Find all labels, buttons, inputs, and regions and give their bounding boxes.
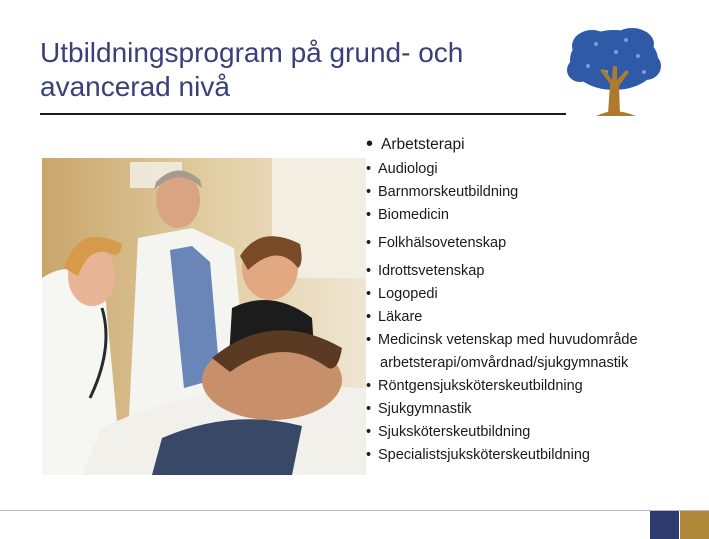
list-item <box>366 444 638 467</box>
tree-logo-icon <box>566 26 662 118</box>
medical-team-photo <box>42 158 366 475</box>
bullet-icon: • <box>366 184 372 200</box>
bullet-icon: • <box>366 207 372 223</box>
program-name: Biomedicin <box>378 207 449 223</box>
program-name: Idrottsvetenskap <box>378 263 485 279</box>
program-name: Audiologi <box>378 161 438 177</box>
program-name: Folkhälsovetenskap <box>378 235 507 251</box>
list-item <box>366 375 638 398</box>
footer-accent-blue <box>650 511 679 539</box>
footer-rule <box>0 510 709 511</box>
program-name: Barnmorskeutbildning <box>378 184 519 200</box>
list-item <box>366 232 638 255</box>
footer-accent-gold <box>680 511 709 539</box>
bullet-icon: • <box>366 161 372 177</box>
program-name: Sjukgymnastik <box>378 401 472 417</box>
program-name: Logopedi <box>378 286 438 302</box>
bullet-icon: • <box>366 332 372 348</box>
list-item <box>366 158 638 181</box>
slide-title: Utbildningsprogram på grund- och avancerad nivå <box>40 37 464 102</box>
list-item <box>366 306 638 329</box>
program-name: Medicinsk vetenskap med huvudområde <box>378 332 638 348</box>
list-item <box>366 204 638 227</box>
bullet-icon: • <box>366 401 372 417</box>
program-name-continuation: arbetsterapi/omvårdnad/sjukgymnastik <box>380 355 629 371</box>
program-name: Röntgensjuksköterskeutbildning <box>378 378 583 394</box>
list-item <box>366 260 638 283</box>
list-item <box>366 421 638 444</box>
program-name: Arbetsterapi <box>381 136 465 153</box>
list-item <box>366 181 638 204</box>
bullet-icon: • <box>366 286 372 302</box>
bullet-icon: • <box>366 263 372 279</box>
program-list <box>366 133 638 467</box>
bullet-icon: • <box>366 424 372 440</box>
list-item <box>366 329 638 375</box>
bullet-icon: • <box>366 235 372 251</box>
bullet-icon: • <box>366 447 372 463</box>
bullet-icon: • <box>366 133 374 155</box>
program-name: Sjuksköterskeutbildning <box>378 424 531 440</box>
bullet-icon: • <box>366 309 372 325</box>
title-underline <box>40 113 566 115</box>
bullet-icon: • <box>366 378 372 394</box>
program-name: Specialistsjuksköterskeutbildning <box>378 447 590 463</box>
list-item <box>366 133 638 156</box>
list-item <box>366 283 638 306</box>
list-item <box>366 398 638 421</box>
program-name: Läkare <box>378 309 423 325</box>
